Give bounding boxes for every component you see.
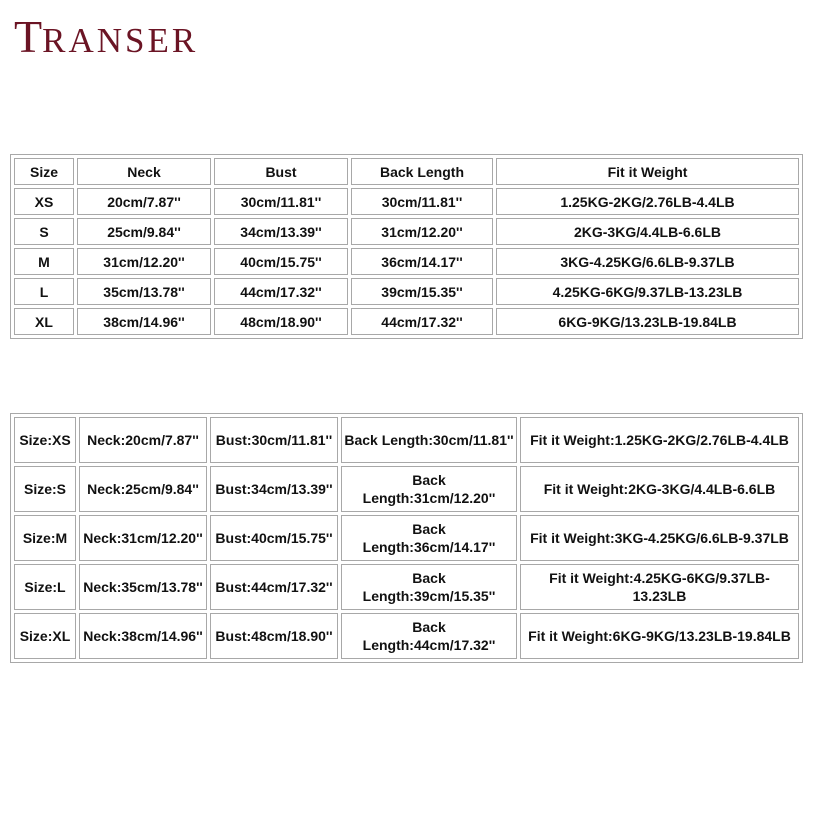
cell-bust: Bust:44cm/17.32''	[210, 564, 338, 610]
cell-bust: Bust:40cm/15.75''	[210, 515, 338, 561]
cell-fit-weight: 2KG-3KG/4.4LB-6.6LB	[496, 218, 799, 245]
table-row	[14, 417, 799, 463]
cell-fit-weight: 6KG-9KG/13.23LB-19.84LB	[496, 308, 799, 335]
table-row	[14, 564, 799, 610]
table-row	[14, 248, 799, 275]
cell-bust: 40cm/15.75''	[214, 248, 348, 275]
cell-size: XS	[14, 188, 74, 215]
cell-back-length: Back Length:44cm/17.32''	[341, 613, 517, 659]
table-row	[14, 613, 799, 659]
cell-bust: Bust:30cm/11.81''	[210, 417, 338, 463]
cell-size: Size:M	[14, 515, 76, 561]
cell-bust: 48cm/18.90''	[214, 308, 348, 335]
size-chart-table	[10, 154, 803, 339]
cell-bust: 30cm/11.81''	[214, 188, 348, 215]
cell-neck: 25cm/9.84''	[77, 218, 211, 245]
cell-size: Size:XS	[14, 417, 76, 463]
header-fit-weight: Fit it Weight	[496, 158, 799, 185]
table-row	[14, 466, 799, 512]
cell-size: Size:L	[14, 564, 76, 610]
cell-fit-weight: Fit it Weight:4.25KG-6KG/9.37LB-13.23LB	[520, 564, 799, 610]
cell-back-length: 39cm/15.35''	[351, 278, 493, 305]
header-neck: Neck	[77, 158, 211, 185]
cell-neck: 31cm/12.20''	[77, 248, 211, 275]
cell-fit-weight: 4.25KG-6KG/9.37LB-13.23LB	[496, 278, 799, 305]
cell-back-length: 31cm/12.20''	[351, 218, 493, 245]
header-bust: Bust	[214, 158, 348, 185]
cell-back-length: Back Length:36cm/14.17''	[341, 515, 517, 561]
cell-neck: Neck:38cm/14.96''	[79, 613, 207, 659]
table-row	[14, 188, 799, 215]
cell-size: Size:S	[14, 466, 76, 512]
cell-bust: Bust:48cm/18.90''	[210, 613, 338, 659]
cell-fit-weight: 3KG-4.25KG/6.6LB-9.37LB	[496, 248, 799, 275]
cell-neck: 38cm/14.96''	[77, 308, 211, 335]
cell-neck: 35cm/13.78''	[77, 278, 211, 305]
table-row	[14, 218, 799, 245]
cell-back-length: Back Length:39cm/15.35''	[341, 564, 517, 610]
cell-size: XL	[14, 308, 74, 335]
cell-size: Size:XL	[14, 613, 76, 659]
cell-fit-weight: Fit it Weight:2KG-3KG/4.4LB-6.6LB	[520, 466, 799, 512]
cell-neck: Neck:20cm/7.87''	[79, 417, 207, 463]
brand-logo-initial: T	[14, 11, 43, 62]
cell-size: L	[14, 278, 74, 305]
cell-back-length: 30cm/11.81''	[351, 188, 493, 215]
cell-back-length: 44cm/17.32''	[351, 308, 493, 335]
brand-logo-name: RANSER	[42, 21, 199, 60]
cell-neck: Neck:25cm/9.84''	[79, 466, 207, 512]
header-back-length: Back Length	[351, 158, 493, 185]
cell-neck: Neck:31cm/12.20''	[79, 515, 207, 561]
cell-neck: 20cm/7.87''	[77, 188, 211, 215]
brand-logo	[14, 11, 199, 62]
cell-fit-weight: Fit it Weight:3KG-4.25KG/6.6LB-9.37LB	[520, 515, 799, 561]
size-detail-table	[10, 413, 803, 663]
cell-size: M	[14, 248, 74, 275]
cell-bust: 44cm/17.32''	[214, 278, 348, 305]
header-size: Size	[14, 158, 74, 185]
cell-back-length: Back Length:30cm/11.81''	[341, 417, 517, 463]
table-row	[14, 308, 799, 335]
cell-bust: 34cm/13.39''	[214, 218, 348, 245]
cell-fit-weight: Fit it Weight:1.25KG-2KG/2.76LB-4.4LB	[520, 417, 799, 463]
table-header-row	[14, 158, 799, 185]
cell-fit-weight: 1.25KG-2KG/2.76LB-4.4LB	[496, 188, 799, 215]
table-row	[14, 278, 799, 305]
cell-back-length: 36cm/14.17''	[351, 248, 493, 275]
cell-fit-weight: Fit it Weight:6KG-9KG/13.23LB-19.84LB	[520, 613, 799, 659]
cell-size: S	[14, 218, 74, 245]
cell-bust: Bust:34cm/13.39''	[210, 466, 338, 512]
cell-neck: Neck:35cm/13.78''	[79, 564, 207, 610]
table-row	[14, 515, 799, 561]
cell-back-length: Back Length:31cm/12.20''	[341, 466, 517, 512]
